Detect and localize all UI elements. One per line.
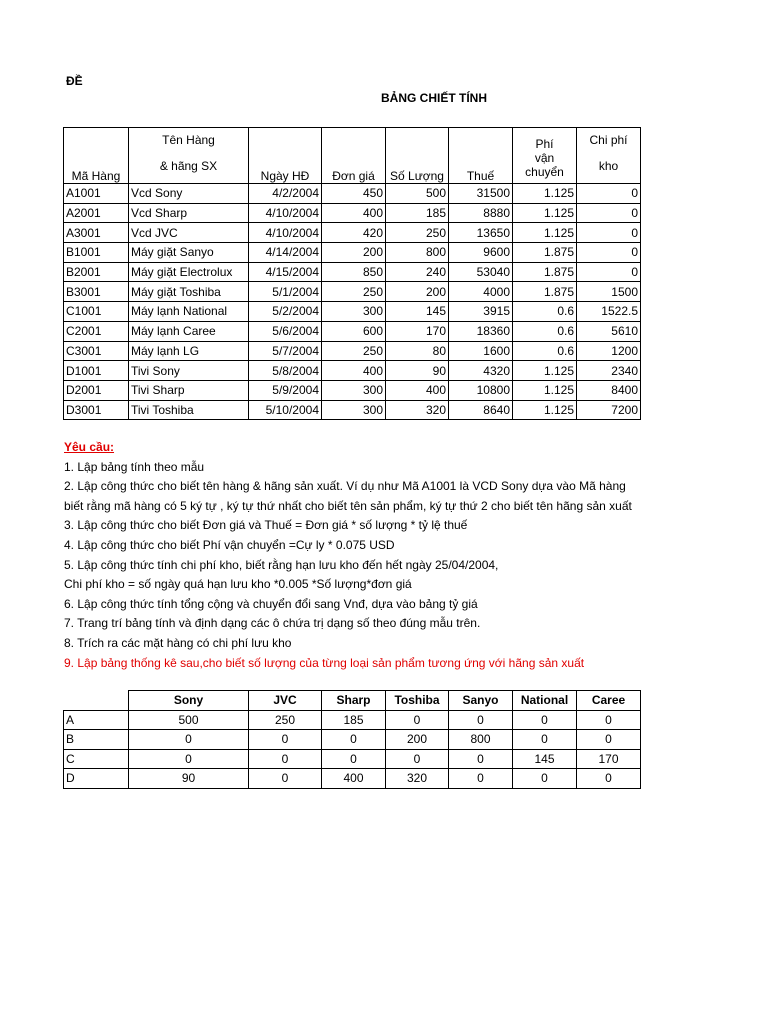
cell-chi-phi-kho: 7200	[577, 400, 641, 420]
stat-cell: 0	[577, 730, 641, 750]
cell-thue: 3915	[449, 302, 513, 322]
cell-ten-hang: Máy lạnh Caree	[129, 321, 249, 341]
stat-cell: 0	[449, 710, 513, 730]
cell-ngay-hd: 4/10/2004	[249, 223, 322, 243]
table-row	[64, 243, 641, 263]
cell-phi-van-chuyen: 0.6	[513, 302, 577, 322]
stat-brand-header: JVC	[249, 691, 322, 711]
table-row	[64, 400, 641, 420]
header-phi-line-3: chuyển	[525, 165, 564, 179]
cell-chi-phi-kho: 0	[577, 203, 641, 223]
cell-ten-hang: Vcd Sharp	[129, 203, 249, 223]
cell-thue: 18360	[449, 321, 513, 341]
stat-cell: 250	[249, 710, 322, 730]
cell-don-gia: 300	[322, 400, 386, 420]
cell-ma-hang: B1001	[64, 243, 129, 263]
header-chi-phi-kho	[577, 128, 641, 184]
header-chi-phi-line-2: kho	[598, 159, 619, 173]
cell-phi-van-chuyen: 1.125	[513, 361, 577, 381]
cell-phi-van-chuyen: 1.125	[513, 400, 577, 420]
cell-thue: 53040	[449, 262, 513, 282]
cell-ten-hang: Tivi Sony	[129, 361, 249, 381]
table-row	[64, 321, 641, 341]
cell-chi-phi-kho: 1522.5	[577, 302, 641, 322]
cell-ma-hang: A1001	[64, 184, 129, 204]
stat-cell: 0	[129, 730, 249, 750]
cell-chi-phi-kho: 0	[577, 184, 641, 204]
cell-phi-van-chuyen: 1.125	[513, 184, 577, 204]
cell-thue: 8640	[449, 400, 513, 420]
cell-thue: 8880	[449, 203, 513, 223]
requirement-item: 5. Lập công thức tính chi phí kho, biết rằng hạn lưu kho đến hết ngày 25/04/2004,	[64, 557, 499, 572]
stat-row-label: A	[64, 710, 129, 730]
cell-ngay-hd: 5/6/2004	[249, 321, 322, 341]
calculation-table	[63, 127, 641, 420]
cell-ma-hang: C1001	[64, 302, 129, 322]
cell-phi-van-chuyen: 1.125	[513, 223, 577, 243]
table-row	[64, 380, 641, 400]
header-ten-hang-line-1: Tên Hàng	[162, 133, 215, 147]
header-ngay-hd: Ngày HĐ	[249, 128, 322, 184]
table-row	[64, 361, 641, 381]
cell-so-luong: 80	[386, 341, 449, 361]
table-row	[64, 341, 641, 361]
stat-cell: 145	[513, 749, 577, 769]
cell-so-luong: 185	[386, 203, 449, 223]
cell-ma-hang: A3001	[64, 223, 129, 243]
table-row	[64, 262, 641, 282]
cell-ma-hang: D1001	[64, 361, 129, 381]
table-row	[64, 184, 641, 204]
stat-cell: 0	[386, 710, 449, 730]
cell-don-gia: 850	[322, 262, 386, 282]
stat-row	[64, 749, 641, 769]
header-ten-hang-line-2: & hãng SX	[159, 159, 218, 173]
cell-ten-hang: Vcd Sony	[129, 184, 249, 204]
cell-ngay-hd: 5/9/2004	[249, 380, 322, 400]
header-phi-line-1: Phí	[535, 137, 554, 151]
cell-don-gia: 400	[322, 361, 386, 381]
cell-so-luong: 145	[386, 302, 449, 322]
stat-row-label: B	[64, 730, 129, 750]
stat-cell: 320	[386, 769, 449, 789]
header-so-luong: Số Lượng	[386, 128, 449, 184]
stat-cell: 0	[129, 749, 249, 769]
stat-brand-header: Caree	[577, 691, 641, 711]
cell-ngay-hd: 5/1/2004	[249, 282, 322, 302]
cell-so-luong: 500	[386, 184, 449, 204]
cell-so-luong: 250	[386, 223, 449, 243]
cell-ten-hang: Máy lạnh National	[129, 302, 249, 322]
cell-thue: 13650	[449, 223, 513, 243]
requirements-list	[64, 458, 644, 654]
cell-thue: 4000	[449, 282, 513, 302]
header-don-gia: Đơn giá	[322, 128, 386, 184]
stat-cell: 200	[386, 730, 449, 750]
stat-brand-header: Sanyo	[449, 691, 513, 711]
stat-corner-cell	[64, 691, 129, 711]
cell-ma-hang: B3001	[64, 282, 129, 302]
header-phi-van-chuyen	[513, 128, 577, 184]
requirements-section	[64, 438, 644, 673]
stat-cell: 0	[513, 769, 577, 789]
cell-chi-phi-kho: 8400	[577, 380, 641, 400]
document-heading: ĐỀ	[66, 74, 83, 88]
requirement-item: 2. Lập công thức cho biết tên hàng & hãng sản xuất. Ví dụ như Mã A1001 là VCD Sony dựa vào Mã hàng	[64, 479, 626, 494]
stat-brand-header: National	[513, 691, 577, 711]
stat-cell: 0	[513, 730, 577, 750]
stat-brand-header: Toshiba	[386, 691, 449, 711]
cell-ten-hang: Máy giặt Electrolux	[129, 262, 249, 282]
stat-cell: 0	[577, 769, 641, 789]
cell-chi-phi-kho: 1200	[577, 341, 641, 361]
requirement-item: 8. Trích ra các mặt hàng có chi phí lưu kho	[64, 635, 292, 650]
stat-brand-header: Sharp	[322, 691, 386, 711]
cell-chi-phi-kho: 0	[577, 223, 641, 243]
cell-chi-phi-kho: 5610	[577, 321, 641, 341]
stat-cell: 0	[322, 749, 386, 769]
cell-ma-hang: C3001	[64, 341, 129, 361]
stat-cell: 185	[322, 710, 386, 730]
table-row	[64, 223, 641, 243]
cell-ngay-hd: 5/2/2004	[249, 302, 322, 322]
cell-phi-van-chuyen: 0.6	[513, 341, 577, 361]
stat-row	[64, 710, 641, 730]
cell-thue: 10800	[449, 380, 513, 400]
cell-don-gia: 200	[322, 243, 386, 263]
cell-phi-van-chuyen: 1.125	[513, 203, 577, 223]
cell-chi-phi-kho: 2340	[577, 361, 641, 381]
cell-ten-hang: Tivi Toshiba	[129, 400, 249, 420]
header-ten-hang	[129, 128, 249, 184]
cell-thue: 31500	[449, 184, 513, 204]
cell-chi-phi-kho: 0	[577, 243, 641, 263]
requirement-item: 6. Lập công thức tính tổng cộng và chuyển đổi sang Vnđ, dựa vào bảng tỷ giá	[64, 596, 478, 611]
cell-ngay-hd: 5/7/2004	[249, 341, 322, 361]
stat-cell: 0	[449, 749, 513, 769]
requirement-item: 7. Trang trí bảng tính và định dạng các ô chứa trị dạng số theo đúng mẫu trên.	[64, 616, 481, 631]
cell-ma-hang: C2001	[64, 321, 129, 341]
cell-thue: 4320	[449, 361, 513, 381]
cell-phi-van-chuyen: 1.875	[513, 243, 577, 263]
cell-so-luong: 320	[386, 400, 449, 420]
stat-row-label: D	[64, 769, 129, 789]
cell-ten-hang: Vcd JVC	[129, 223, 249, 243]
cell-phi-van-chuyen: 1.875	[513, 262, 577, 282]
cell-ngay-hd: 4/10/2004	[249, 203, 322, 223]
cell-ngay-hd: 4/14/2004	[249, 243, 322, 263]
stat-row-label: C	[64, 749, 129, 769]
cell-ma-hang: D2001	[64, 380, 129, 400]
cell-ten-hang: Máy giặt Sanyo	[129, 243, 249, 263]
cell-phi-van-chuyen: 0.6	[513, 321, 577, 341]
table-row	[64, 282, 641, 302]
requirement-item: biết rằng mã hàng có 5 ký tự , ký tự thứ nhất cho biết tên sản phẩm, ký tự thứ 2 cho biết tên hãng sản xuất	[64, 498, 632, 513]
cell-ma-hang: A2001	[64, 203, 129, 223]
stat-cell: 0	[249, 730, 322, 750]
cell-don-gia: 250	[322, 341, 386, 361]
cell-so-luong: 400	[386, 380, 449, 400]
stat-cell: 0	[386, 749, 449, 769]
stat-brand-header: Sony	[129, 691, 249, 711]
stat-cell: 0	[249, 749, 322, 769]
cell-don-gia: 450	[322, 184, 386, 204]
requirement-highlight: 9. Lập bảng thống kê sau,cho biết số lượng của từng loại sản phẩm tương ứng với hãng sản xuất	[64, 655, 585, 670]
cell-don-gia: 400	[322, 203, 386, 223]
stat-cell: 0	[449, 769, 513, 789]
cell-so-luong: 800	[386, 243, 449, 263]
stat-cell: 500	[129, 710, 249, 730]
cell-so-luong: 200	[386, 282, 449, 302]
table-row	[64, 302, 641, 322]
cell-chi-phi-kho: 1500	[577, 282, 641, 302]
cell-don-gia: 300	[322, 380, 386, 400]
cell-thue: 1600	[449, 341, 513, 361]
requirement-item: 3. Lập công thức cho biết Đơn giá và Thuế = Đơn giá * số lượng * tỷ lệ thuế	[64, 518, 468, 533]
cell-phi-van-chuyen: 1.875	[513, 282, 577, 302]
stat-cell: 170	[577, 749, 641, 769]
stat-cell: 800	[449, 730, 513, 750]
cell-don-gia: 420	[322, 223, 386, 243]
cell-ngay-hd: 5/8/2004	[249, 361, 322, 381]
stat-cell: 0	[249, 769, 322, 789]
table-row	[64, 203, 641, 223]
stat-cell: 0	[322, 730, 386, 750]
header-thue: Thuế	[449, 128, 513, 184]
header-phi-line-2: vận	[534, 151, 555, 165]
cell-ngay-hd: 5/10/2004	[249, 400, 322, 420]
stat-header-row	[64, 691, 641, 711]
cell-ma-hang: D3001	[64, 400, 129, 420]
requirements-heading: Yêu cầu:	[64, 440, 115, 454]
table-header-row	[64, 128, 641, 184]
cell-so-luong: 90	[386, 361, 449, 381]
stat-cell: 0	[513, 710, 577, 730]
stat-cell: 0	[577, 710, 641, 730]
statistics-table	[63, 690, 641, 789]
cell-thue: 9600	[449, 243, 513, 263]
cell-ma-hang: B2001	[64, 262, 129, 282]
page-title: BẢNG CHIẾT TÍNH	[381, 91, 487, 105]
cell-ngay-hd: 4/15/2004	[249, 262, 322, 282]
cell-ngay-hd: 4/2/2004	[249, 184, 322, 204]
cell-don-gia: 300	[322, 302, 386, 322]
cell-don-gia: 600	[322, 321, 386, 341]
stat-cell: 400	[322, 769, 386, 789]
cell-chi-phi-kho: 0	[577, 262, 641, 282]
header-ma-hang: Mã Hàng	[64, 128, 129, 184]
stat-cell: 90	[129, 769, 249, 789]
cell-ten-hang: Máy giặt Toshiba	[129, 282, 249, 302]
requirement-item: Chi phí kho = số ngày quá hạn lưu kho *0.005 *Số lượng*đơn giá	[64, 577, 412, 592]
cell-ten-hang: Máy lạnh LG	[129, 341, 249, 361]
requirement-item: 4. Lập công thức cho biết Phí vận chuyển =Cự ly * 0.075 USD	[64, 537, 395, 552]
cell-so-luong: 170	[386, 321, 449, 341]
cell-don-gia: 250	[322, 282, 386, 302]
header-chi-phi-line-1: Chi phí	[589, 133, 628, 147]
cell-so-luong: 240	[386, 262, 449, 282]
requirement-item: 1. Lập bảng tính theo mẫu	[64, 459, 205, 474]
stat-row	[64, 730, 641, 750]
stat-row	[64, 769, 641, 789]
cell-ten-hang: Tivi Sharp	[129, 380, 249, 400]
cell-phi-van-chuyen: 1.125	[513, 380, 577, 400]
